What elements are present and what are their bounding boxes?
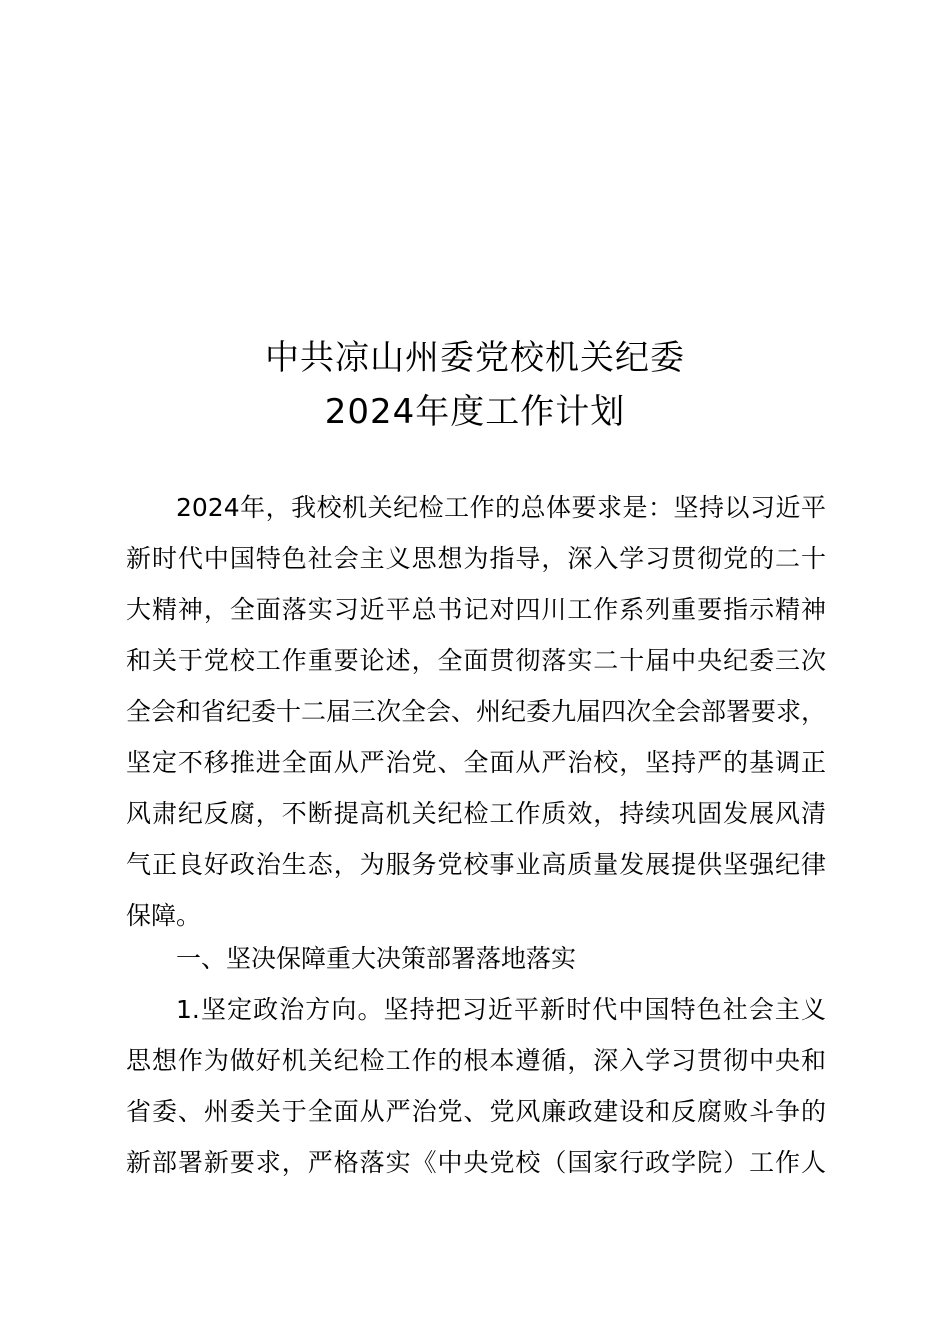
paragraph-line: 大精神，全面落实习近平总书记对四川工作系列重要指示精神 bbox=[126, 595, 826, 624]
document-title-line-1: 中共凉山州委党校机关纪委 bbox=[265, 338, 685, 378]
paragraph-line: 和关于党校工作重要论述，全面贯彻落实二十届中央纪委三次 bbox=[126, 646, 826, 675]
paragraph-line: 新部署新要求，严格落实《中央党校（国家行政学院）工作人 bbox=[126, 1148, 826, 1177]
paragraph-line: 保障。 bbox=[126, 901, 202, 930]
paragraph-line: 1.坚定政治方向。坚持把习近平新时代中国特色社会主义 bbox=[176, 995, 826, 1024]
paragraph-line: 省委、州委关于全面从严治党、党风廉政建设和反腐败斗争的 bbox=[126, 1097, 826, 1126]
paragraph-line: 全会和省纪委十二届三次全会、州纪委九届四次全会部署要求， bbox=[126, 697, 827, 726]
paragraph-line: 气正良好政治生态，为服务党校事业高质量发展提供坚强纪律 bbox=[126, 850, 826, 879]
paragraph-line: 坚定不移推进全面从严治党、全面从严治校，坚持严的基调正 bbox=[126, 748, 826, 777]
paragraph-line: 思想作为做好机关纪检工作的根本遵循，深入学习贯彻中央和 bbox=[126, 1046, 826, 1075]
section-heading: 一、坚决保障重大决策部署落地落实 bbox=[176, 944, 577, 973]
paragraph-line: 2024年，我校机关纪检工作的总体要求是：坚持以习近平 bbox=[176, 493, 826, 522]
paragraph-line: 风肃纪反腐，不断提高机关纪检工作质效，持续巩固发展风清 bbox=[126, 799, 826, 828]
document-title-line-2: 2024年度工作计划 bbox=[324, 392, 626, 432]
paragraph-line: 新时代中国特色社会主义思想为指导，深入学习贯彻党的二十 bbox=[126, 544, 826, 573]
